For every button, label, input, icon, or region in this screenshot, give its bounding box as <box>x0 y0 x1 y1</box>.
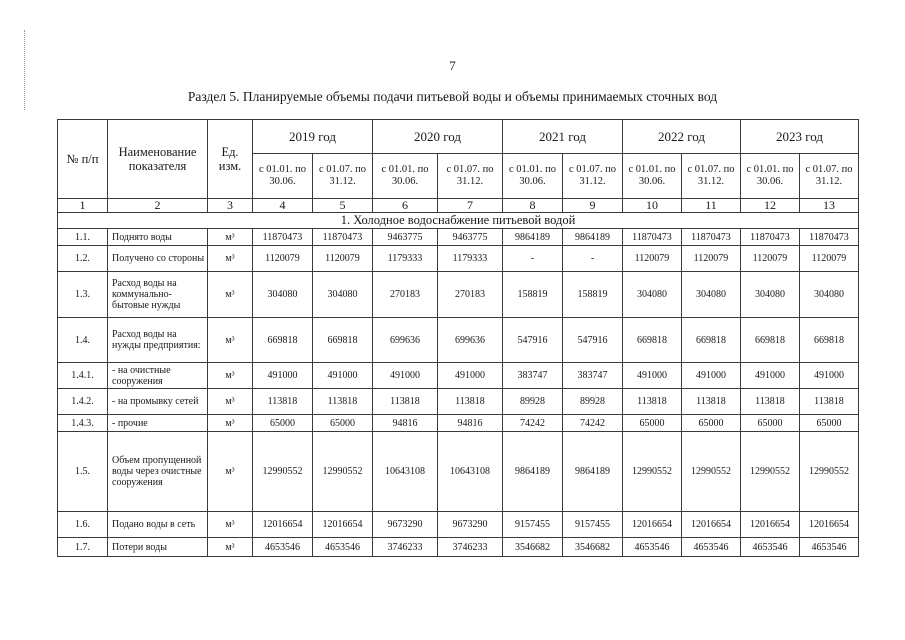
row-name: Подано воды в сеть <box>108 512 208 538</box>
table-row <box>58 538 859 557</box>
value-cell: 113818 <box>438 389 503 415</box>
value-cell: 65000 <box>313 415 373 432</box>
value-cell: 9673290 <box>373 512 438 538</box>
header-period: с 01.07. по 31.12. <box>313 154 373 199</box>
value-cell: 304080 <box>313 272 373 318</box>
header-year: 2023 год <box>741 120 859 154</box>
value-cell: 9157455 <box>503 512 563 538</box>
value-cell: 12016654 <box>800 512 859 538</box>
header-year: 2021 год <box>503 120 623 154</box>
value-cell: 9673290 <box>438 512 503 538</box>
row-name: Расход воды на нужды предприятия: <box>108 318 208 363</box>
header-period: с 01.07. по 31.12. <box>682 154 741 199</box>
value-cell: - <box>563 246 623 272</box>
value-cell: 1120079 <box>800 246 859 272</box>
value-cell: 89928 <box>503 389 563 415</box>
value-cell: 113818 <box>313 389 373 415</box>
value-cell: 699636 <box>373 318 438 363</box>
value-cell: 12016654 <box>313 512 373 538</box>
value-cell: 1120079 <box>741 246 800 272</box>
value-cell: - <box>503 246 563 272</box>
value-cell: 94816 <box>438 415 503 432</box>
row-number: 1.5. <box>58 432 108 512</box>
row-unit: м³ <box>208 512 253 538</box>
row-unit: м³ <box>208 246 253 272</box>
table-row <box>58 512 859 538</box>
column-number: 9 <box>563 199 623 213</box>
value-cell: 3746233 <box>373 538 438 557</box>
value-cell: 74242 <box>563 415 623 432</box>
table-row <box>58 229 859 246</box>
value-cell: 12016654 <box>741 512 800 538</box>
table-row <box>58 415 859 432</box>
value-cell: 3546682 <box>563 538 623 557</box>
value-cell: 1120079 <box>682 246 741 272</box>
value-cell: 491000 <box>682 363 741 389</box>
value-cell: 113818 <box>623 389 682 415</box>
row-name: - на промывку сетей <box>108 389 208 415</box>
header-period: с 01.01. по 30.06. <box>503 154 563 199</box>
value-cell: 10643108 <box>438 432 503 512</box>
value-cell: 669818 <box>623 318 682 363</box>
value-cell: 12990552 <box>800 432 859 512</box>
value-cell: 491000 <box>438 363 503 389</box>
header-year: 2022 год <box>623 120 741 154</box>
column-number: 6 <box>373 199 438 213</box>
value-cell: 4653546 <box>623 538 682 557</box>
value-cell: 491000 <box>313 363 373 389</box>
value-cell: 383747 <box>563 363 623 389</box>
column-number: 8 <box>503 199 563 213</box>
value-cell: 113818 <box>373 389 438 415</box>
row-name: Поднято воды <box>108 229 208 246</box>
column-number: 5 <box>313 199 373 213</box>
value-cell: 547916 <box>503 318 563 363</box>
column-number: 13 <box>800 199 859 213</box>
value-cell: 1179333 <box>438 246 503 272</box>
table-row <box>58 432 859 512</box>
header-num: № п/п <box>58 120 108 199</box>
header-period: с 01.07. по 31.12. <box>563 154 623 199</box>
value-cell: 1120079 <box>313 246 373 272</box>
value-cell: 11870473 <box>253 229 313 246</box>
row-name: Получено со стороны <box>108 246 208 272</box>
row-number: 1.6. <box>58 512 108 538</box>
column-number: 7 <box>438 199 503 213</box>
column-number: 4 <box>253 199 313 213</box>
value-cell: 4653546 <box>313 538 373 557</box>
value-cell: 3746233 <box>438 538 503 557</box>
value-cell: 113818 <box>253 389 313 415</box>
value-cell: 491000 <box>623 363 682 389</box>
table-row <box>58 318 859 363</box>
value-cell: 11870473 <box>682 229 741 246</box>
value-cell: 65000 <box>741 415 800 432</box>
value-cell: 94816 <box>373 415 438 432</box>
table-row <box>58 246 859 272</box>
water-volumes-table <box>57 119 859 557</box>
value-cell: 12990552 <box>741 432 800 512</box>
value-cell: 9864189 <box>563 229 623 246</box>
value-cell: 304080 <box>682 272 741 318</box>
value-cell: 9463775 <box>438 229 503 246</box>
row-number: 1.2. <box>58 246 108 272</box>
row-number: 1.4.1. <box>58 363 108 389</box>
row-unit: м³ <box>208 415 253 432</box>
section-title: Раздел 5. Планируемые объемы подачи питьевой воды и объемы принимаемых сточных вод <box>187 89 718 104</box>
value-cell: 12990552 <box>253 432 313 512</box>
table-row <box>58 363 859 389</box>
header-period: с 01.07. по 31.12. <box>438 154 503 199</box>
value-cell: 304080 <box>741 272 800 318</box>
value-cell: 4653546 <box>253 538 313 557</box>
header-period: с 01.01. по 30.06. <box>253 154 313 199</box>
value-cell: 9463775 <box>373 229 438 246</box>
section-heading: 1. Холодное водоснабжение питьевой водой <box>58 213 859 229</box>
value-cell: 12016654 <box>623 512 682 538</box>
value-cell: 65000 <box>623 415 682 432</box>
column-number: 3 <box>208 199 253 213</box>
value-cell: 10643108 <box>373 432 438 512</box>
value-cell: 547916 <box>563 318 623 363</box>
value-cell: 4653546 <box>800 538 859 557</box>
value-cell: 113818 <box>682 389 741 415</box>
value-cell: 12016654 <box>253 512 313 538</box>
row-number: 1.7. <box>58 538 108 557</box>
value-cell: 12990552 <box>682 432 741 512</box>
row-number: 1.4. <box>58 318 108 363</box>
header-period: с 01.01. по 30.06. <box>623 154 682 199</box>
value-cell: 11870473 <box>741 229 800 246</box>
value-cell: 491000 <box>373 363 438 389</box>
value-cell: 669818 <box>313 318 373 363</box>
value-cell: 89928 <box>563 389 623 415</box>
value-cell: 669818 <box>253 318 313 363</box>
value-cell: 270183 <box>373 272 438 318</box>
value-cell: 74242 <box>503 415 563 432</box>
value-cell: 1179333 <box>373 246 438 272</box>
value-cell: 491000 <box>253 363 313 389</box>
header-period: с 01.01. по 30.06. <box>741 154 800 199</box>
value-cell: 699636 <box>438 318 503 363</box>
row-unit: м³ <box>208 389 253 415</box>
page-number: 7 <box>449 58 456 73</box>
header-year: 2020 год <box>373 120 503 154</box>
row-number: 1.4.3. <box>58 415 108 432</box>
value-cell: 113818 <box>741 389 800 415</box>
header-year: 2019 год <box>253 120 373 154</box>
row-name: - на очистные сооружения <box>108 363 208 389</box>
row-name: - прочие <box>108 415 208 432</box>
value-cell: 65000 <box>253 415 313 432</box>
value-cell: 158819 <box>503 272 563 318</box>
row-unit: м³ <box>208 229 253 246</box>
value-cell: 158819 <box>563 272 623 318</box>
value-cell: 669818 <box>682 318 741 363</box>
value-cell: 3546682 <box>503 538 563 557</box>
row-unit: м³ <box>208 318 253 363</box>
value-cell: 12016654 <box>682 512 741 538</box>
value-cell: 65000 <box>682 415 741 432</box>
column-number: 12 <box>741 199 800 213</box>
value-cell: 11870473 <box>800 229 859 246</box>
row-unit: м³ <box>208 272 253 318</box>
row-number: 1.1. <box>58 229 108 246</box>
table-row <box>58 389 859 415</box>
value-cell: 12990552 <box>623 432 682 512</box>
value-cell: 11870473 <box>623 229 682 246</box>
row-number: 1.4.2. <box>58 389 108 415</box>
table-row <box>58 272 859 318</box>
value-cell: 304080 <box>253 272 313 318</box>
row-unit: м³ <box>208 538 253 557</box>
column-number: 10 <box>623 199 682 213</box>
column-number: 1 <box>58 199 108 213</box>
header-name: Наименование показателя <box>108 120 208 199</box>
header-period: с 01.07. по 31.12. <box>800 154 859 199</box>
value-cell: 1120079 <box>253 246 313 272</box>
column-number: 2 <box>108 199 208 213</box>
value-cell: 11870473 <box>313 229 373 246</box>
row-unit: м³ <box>208 363 253 389</box>
value-cell: 4653546 <box>682 538 741 557</box>
value-cell: 1120079 <box>623 246 682 272</box>
row-unit: м³ <box>208 432 253 512</box>
value-cell: 491000 <box>741 363 800 389</box>
value-cell: 4653546 <box>741 538 800 557</box>
row-name: Расход воды на коммунально-бытовые нужды <box>108 272 208 318</box>
value-cell: 9864189 <box>563 432 623 512</box>
header-unit: Ед. изм. <box>208 120 253 199</box>
header-period: с 01.01. по 30.06. <box>373 154 438 199</box>
column-number: 11 <box>682 199 741 213</box>
value-cell: 9864189 <box>503 229 563 246</box>
value-cell: 491000 <box>800 363 859 389</box>
value-cell: 12990552 <box>313 432 373 512</box>
value-cell: 113818 <box>800 389 859 415</box>
value-cell: 65000 <box>800 415 859 432</box>
value-cell: 9864189 <box>503 432 563 512</box>
row-name: Потери воды <box>108 538 208 557</box>
row-name: Объем пропущенной воды через очистные сооружения <box>108 432 208 512</box>
value-cell: 669818 <box>741 318 800 363</box>
value-cell: 383747 <box>503 363 563 389</box>
value-cell: 9157455 <box>563 512 623 538</box>
value-cell: 270183 <box>438 272 503 318</box>
value-cell: 669818 <box>800 318 859 363</box>
row-number: 1.3. <box>58 272 108 318</box>
value-cell: 304080 <box>623 272 682 318</box>
value-cell: 304080 <box>800 272 859 318</box>
